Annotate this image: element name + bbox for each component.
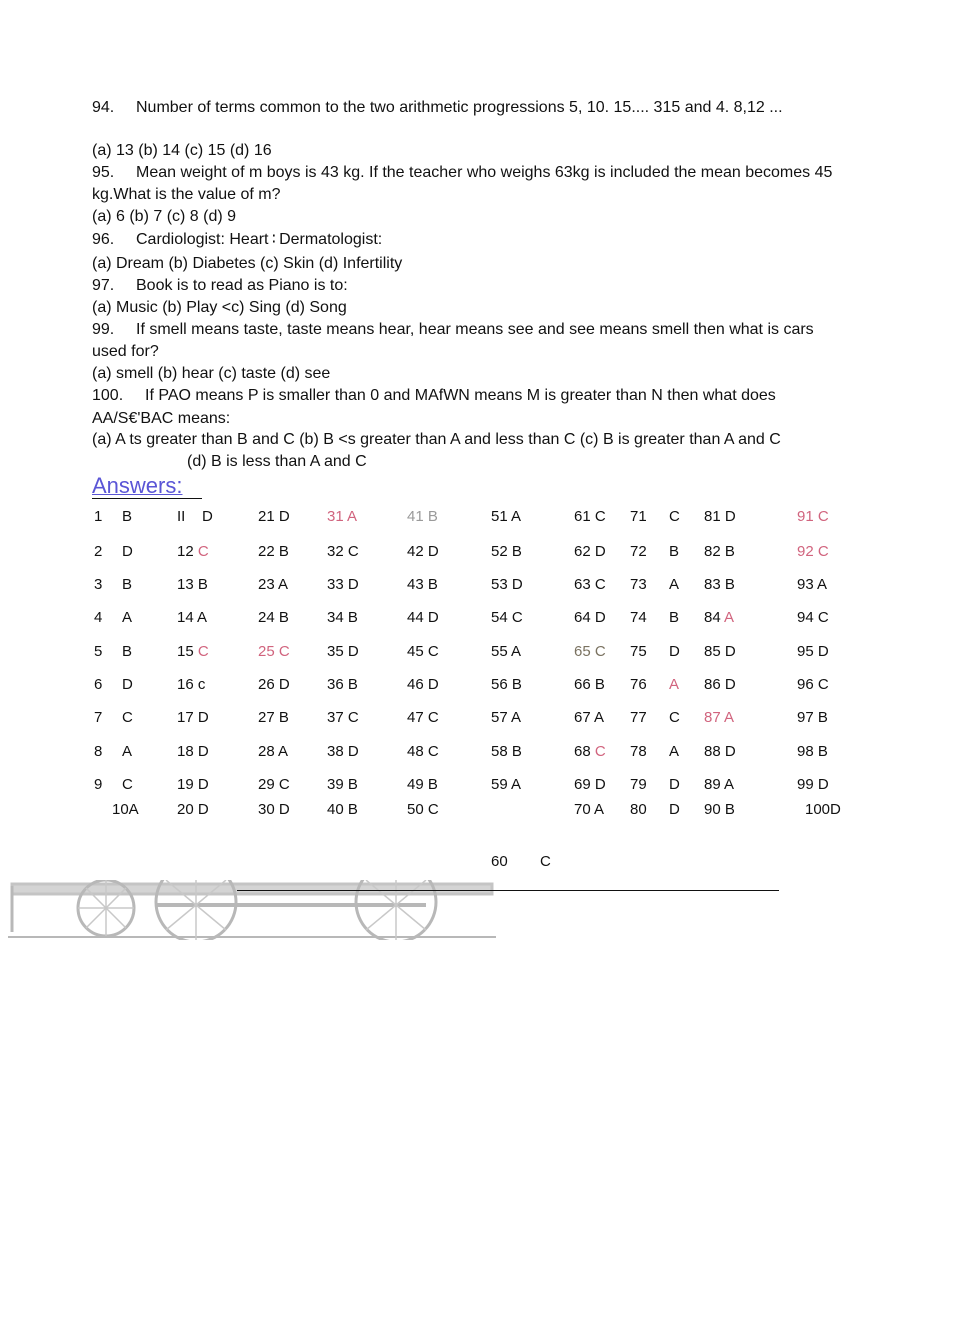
question-97 [92,276,348,296]
answer-cell: 68 C [574,743,606,760]
answer-cell: 97 B [797,709,828,726]
answer-cell: 24 B [258,609,289,626]
question-100-options: (a) A ts greater than B and C (b) B <s greater than A and less than C (c) B is greater than A and C [92,431,781,448]
answer-cell: 26 D [258,676,290,693]
answer-cell: 52 B [491,543,522,560]
answer-letter: A [122,743,133,760]
answer-cell: 67 A [574,709,605,726]
answer-number: 75 [630,643,647,660]
answer-number: 6 [94,676,103,693]
answer-cell: 89 A [704,776,735,793]
answer-letter: C [122,709,133,726]
question-99 [92,320,814,340]
question-100-options-cont: (d) B is less than A and C [187,453,367,470]
answer-letter: B [669,543,680,560]
answer-cell: 100D [805,801,841,818]
answer-number: 79 [630,776,647,793]
answer-cell: 81 D [704,508,736,525]
answer-cell: 58 B [491,743,522,760]
answer-cell: 84 A [704,609,735,626]
answer-letter: A [669,676,680,693]
highlighted-answer: A [724,609,735,626]
answer-cell: 49 B [407,776,438,793]
answer-cell: 94 C [797,609,829,626]
answer-cell: 50 C [407,801,439,818]
answer-cell: 54 C [491,609,523,626]
answer-cell: 45 C [407,643,439,660]
answer-cell: 98 B [797,743,828,760]
answer-cell: 88 D [704,743,736,760]
question-96-options: (a) Dream (b) Diabetes (c) Skin (d) Infertility [92,255,403,272]
answer-letter: A [122,609,133,626]
answer-cell: 86 D [704,676,736,693]
answer-cell: 46 D [407,676,439,693]
answer-cell: 38 D [327,743,359,760]
question-95 [92,163,832,183]
answer-letter: D [669,776,680,793]
question-95-cont: kg.What is the value of m? [92,186,281,203]
answer-number: 7 [94,709,103,726]
highlighted-answer: C [594,743,606,760]
answer-cell: 92 C [797,543,829,560]
locomotive-wheels-illustration [6,880,498,940]
answer-cell: 87 A [704,709,735,726]
footer-rule [237,890,779,891]
question-94 [92,98,783,118]
question-99-options: (a) smell (b) hear (c) taste (d) see [92,365,331,382]
answer-cell: 25 C [258,643,290,660]
answer-cell: 32 C [327,543,359,560]
answer-number: 77 [630,709,647,726]
answer-number: 5 [94,643,103,660]
answer-cell: 69 D [574,776,606,793]
answer-cell: 34 B [327,609,358,626]
answer-letter: B [669,609,680,626]
answer-cell: 82 B [704,543,735,560]
answer-cell: II D [177,508,213,525]
answer-number: 1 [94,508,103,525]
question-text: If PAO means P is smaller than 0 and MAfWN means M is greater than N then what does [145,387,776,404]
question-96 [92,230,382,250]
question-number: 97. [92,277,115,294]
answer-letter: D [122,676,133,693]
answer-number: 74 [630,609,647,626]
answer-cell: 62 D [574,543,606,560]
question-number: 94. [92,99,115,116]
answer-number: 76 [630,676,647,693]
question-number: 100. [92,387,124,404]
answer-cell: 36 B [327,676,358,693]
answer-cell: 23 A [258,576,289,593]
answer-number: 4 [94,609,103,626]
answer-cell: 61 C [574,508,606,525]
answer-cell: 12 C [177,543,209,560]
answer-letter: B [122,576,133,593]
answer-cell: 48 C [407,743,439,760]
answer-cell: 29 C [258,776,290,793]
answer-cell: 64 D [574,609,606,626]
answer-cell: 21 D [258,508,290,525]
answer-cell: 31 A [327,508,358,525]
answer-cell: 70 A [574,801,605,818]
answer-cell: 19 D [177,776,209,793]
answer-cell: 66 B [574,676,605,693]
answer-cell: 56 B [491,676,522,693]
answer-cell: 91 C [797,508,829,525]
answer-cell: 15 C [177,643,209,660]
answer-cell: 16 c [177,676,206,693]
answer-letter: A [669,576,680,593]
highlighted-answer: C [197,543,209,560]
answer-cell: 47 C [407,709,439,726]
answer-cell: 53 D [491,576,523,593]
answer-letter: C [669,709,680,726]
answer-cell: 55 A [491,643,522,660]
question-text: Number of terms common to the two arithmetic progressions 5, 10. 15.... 315 and 4. 8,12 ... [136,99,783,116]
answer-letter: D [669,643,680,660]
question-97-options: (a) Music (b) Play <c) Sing (d) Song [92,299,347,316]
answers-heading: Answers: [92,473,183,498]
answer-cell: 14 A [177,609,208,626]
answer-cell: 42 D [407,543,439,560]
answer-letter: D [122,543,133,560]
question-text: Cardiologist: Heart ∶ Dermatologist: [136,231,383,248]
answer-cell: 59 A [491,776,522,793]
answer-60-letter: C [540,853,551,870]
answer-letter: B [122,508,133,525]
answer-cell: 83 B [704,576,735,593]
answer-cell: 44 D [407,609,439,626]
answer-cell: 85 D [704,643,736,660]
question-text: Mean weight of m boys is 43 kg. If the teacher who weighs 63kg is included the mean becomes 45 [136,164,833,181]
question-text: Book is to read as Piano is to: [136,277,348,294]
answer-number: 71 [630,508,647,525]
answer-letter: A [669,743,680,760]
answer-number: 3 [94,576,103,593]
answer-cell: 57 A [491,709,522,726]
highlighted-answer: C [197,643,209,660]
question-number: 95. [92,164,115,181]
answer-letter: C [669,508,680,525]
answer-cell: 39 B [327,776,358,793]
answer-number: 80 [630,801,647,818]
answer-letter: D [669,801,680,818]
question-number: 96. [92,231,115,248]
question-number: 99. [92,321,115,338]
answer-number: 72 [630,543,647,560]
answer-cell: 17 D [177,709,209,726]
answer-cell: 27 B [258,709,289,726]
answer-cell: 18 D [177,743,209,760]
answer-cell: 96 C [797,676,829,693]
question-100-cont: AA/S€'BAC means: [92,410,231,427]
answer-cell: 63 C [574,576,606,593]
answer-cell: 22 B [258,543,289,560]
answer-number: 9 [94,776,103,793]
question-99-cont: used for? [92,343,159,360]
answer-number: 2 [94,543,103,560]
answer-cell: 65 C [574,643,606,660]
answer-cell: 43 B [407,576,438,593]
answer-cell: 51 A [491,508,522,525]
answer-cell: 20 D [177,801,209,818]
answer-letter: B [122,643,133,660]
answer-cell: 35 D [327,643,359,660]
answer-60-number: 60 [491,853,508,870]
answer-number: 8 [94,743,103,760]
answer-number: 73 [630,576,647,593]
answer-cell: 99 D [797,776,829,793]
heading-underline [92,498,202,499]
answer-cell: 33 D [327,576,359,593]
answer-cell: 37 C [327,709,359,726]
question-text: If smell means taste, taste means hear, hear means see and see means smell then what is cars [136,321,814,338]
answer-cell: 28 A [258,743,289,760]
question-94-options: (a) 13 (b) 14 (c) 15 (d) 16 [92,142,272,159]
answer-cell: 93 A [797,576,828,593]
answer-cell: 40 B [327,801,358,818]
question-95-options: (a) 6 (b) 7 (c) 8 (d) 9 [92,208,237,225]
answer-cell: 30 D [258,801,290,818]
answer-cell: 90 B [704,801,735,818]
answer-letter: C [122,776,133,793]
answer-cell: 10A [112,801,139,818]
answer-cell: 13 B [177,576,208,593]
question-100 [92,386,776,406]
answer-number: 78 [630,743,647,760]
answer-cell: 41 B [407,508,438,525]
answer-cell: 95 D [797,643,829,660]
